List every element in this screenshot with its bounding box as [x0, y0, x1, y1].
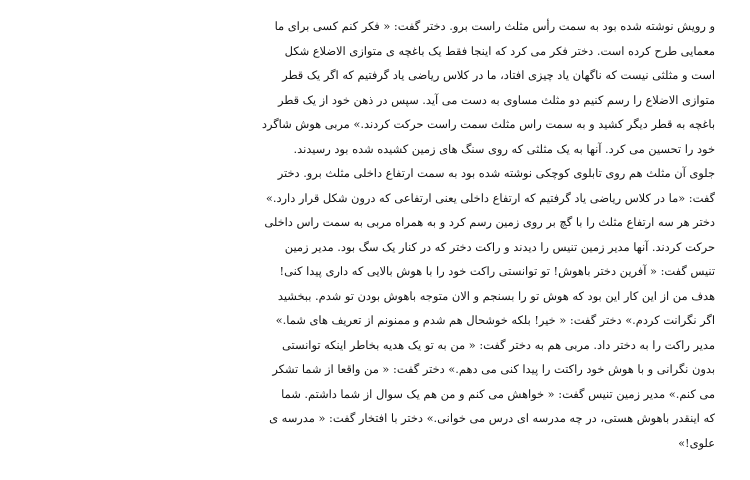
text-line: جلوی آن مثلث هم روی تابلوی کوچکی نوشته شده بود به سمت ارتفاع داخلی مثلث برو. دختر — [277, 166, 715, 180]
text-line: می کنم.» مدیر زمین تنیس گفت: « خواهش می کنم و من هم یک سوال از شما داشتم. شما — [281, 386, 715, 401]
story-text — [210, 14, 715, 455]
text-line: باغچه به قطر دیگر کشید و به سمت راس مثلث سمت راست حرکت کردند.» مربی هوش شاگرد — [261, 117, 715, 131]
text-line: است و مثلثی نیست که ناگهان یاد چیزی افتاد، ما در کلاس ریاضی یاد گرفتیم که اگر یک قطر — [282, 68, 715, 82]
text-line: اگر نگرانت کردم.» دختر گفت: « خیر! بلکه خوشحال هم شدم و ممنونم از تعریف های شما.» — [275, 313, 715, 327]
text-line: و رویش نوشته شده بود به سمت رأس مثلث راست برو. دختر گفت: « فکر کنم کسی برای ما — [274, 19, 715, 33]
text-line: متوازی الاضلاع را رسم کنیم دو مثلث مساوی به دست می آید. سپس در ذهن خود از یک قطر — [277, 92, 715, 107]
text-line: مدیر راکت را به دختر داد. مربی هم به دختر گفت: « من به تو یک هدیه بخاطر اینکه توانستی — [282, 337, 715, 352]
text-line: حرکت کردند. آنها مدیر زمین تنیس را دیدند و راکت دختر که در کنار یک سگ بود. مدیر زمین — [284, 239, 715, 254]
text-line: دختر هر سه ارتفاع مثلث را با گچ بر روی زمین رسم کرد و به همراه مربی به سمت راس داخلی — [264, 215, 715, 229]
text-line: گفت: «ما در کلاس ریاضی یاد گرفتیم که ارتفاع داخلی یعنی ارتفاعی که درون شکل قرار دارد.» — [265, 190, 715, 205]
text-line: هدف من از این کار این بود که هوش تو را بسنجم و الان متوجه باهوش بودن تو شدم. ببخشید — [277, 288, 715, 303]
text-line: علوی!» — [678, 435, 715, 450]
text-line: خود را تحسین می کرد. آنها به یک مثلثی که روی سنگ های زمین کشیده شده بود رسیدند. — [293, 141, 715, 156]
text-line: تنیس گفت: « آفرین دختر باهوش! تو توانستی راکت خود را با هوش بالایی که داری پیدا کنی! — [279, 264, 715, 278]
text-line: که اینقدر باهوش هستی، در چه مدرسه ای درس می خوانی.» دختر با افتخار گفت: « مدرسه ی — [269, 411, 715, 425]
text-line: معمایی طرح کرده است. دختر فکر می کرد که اینجا فقط یک باغچه ی متوازی الاضلاع شکل — [284, 43, 715, 58]
text-line: بدون نگرانی و با هوش خود راکتت را پیدا کنی می دهم.» دختر گفت: « من واقعا از شما تشکر — [272, 362, 715, 376]
